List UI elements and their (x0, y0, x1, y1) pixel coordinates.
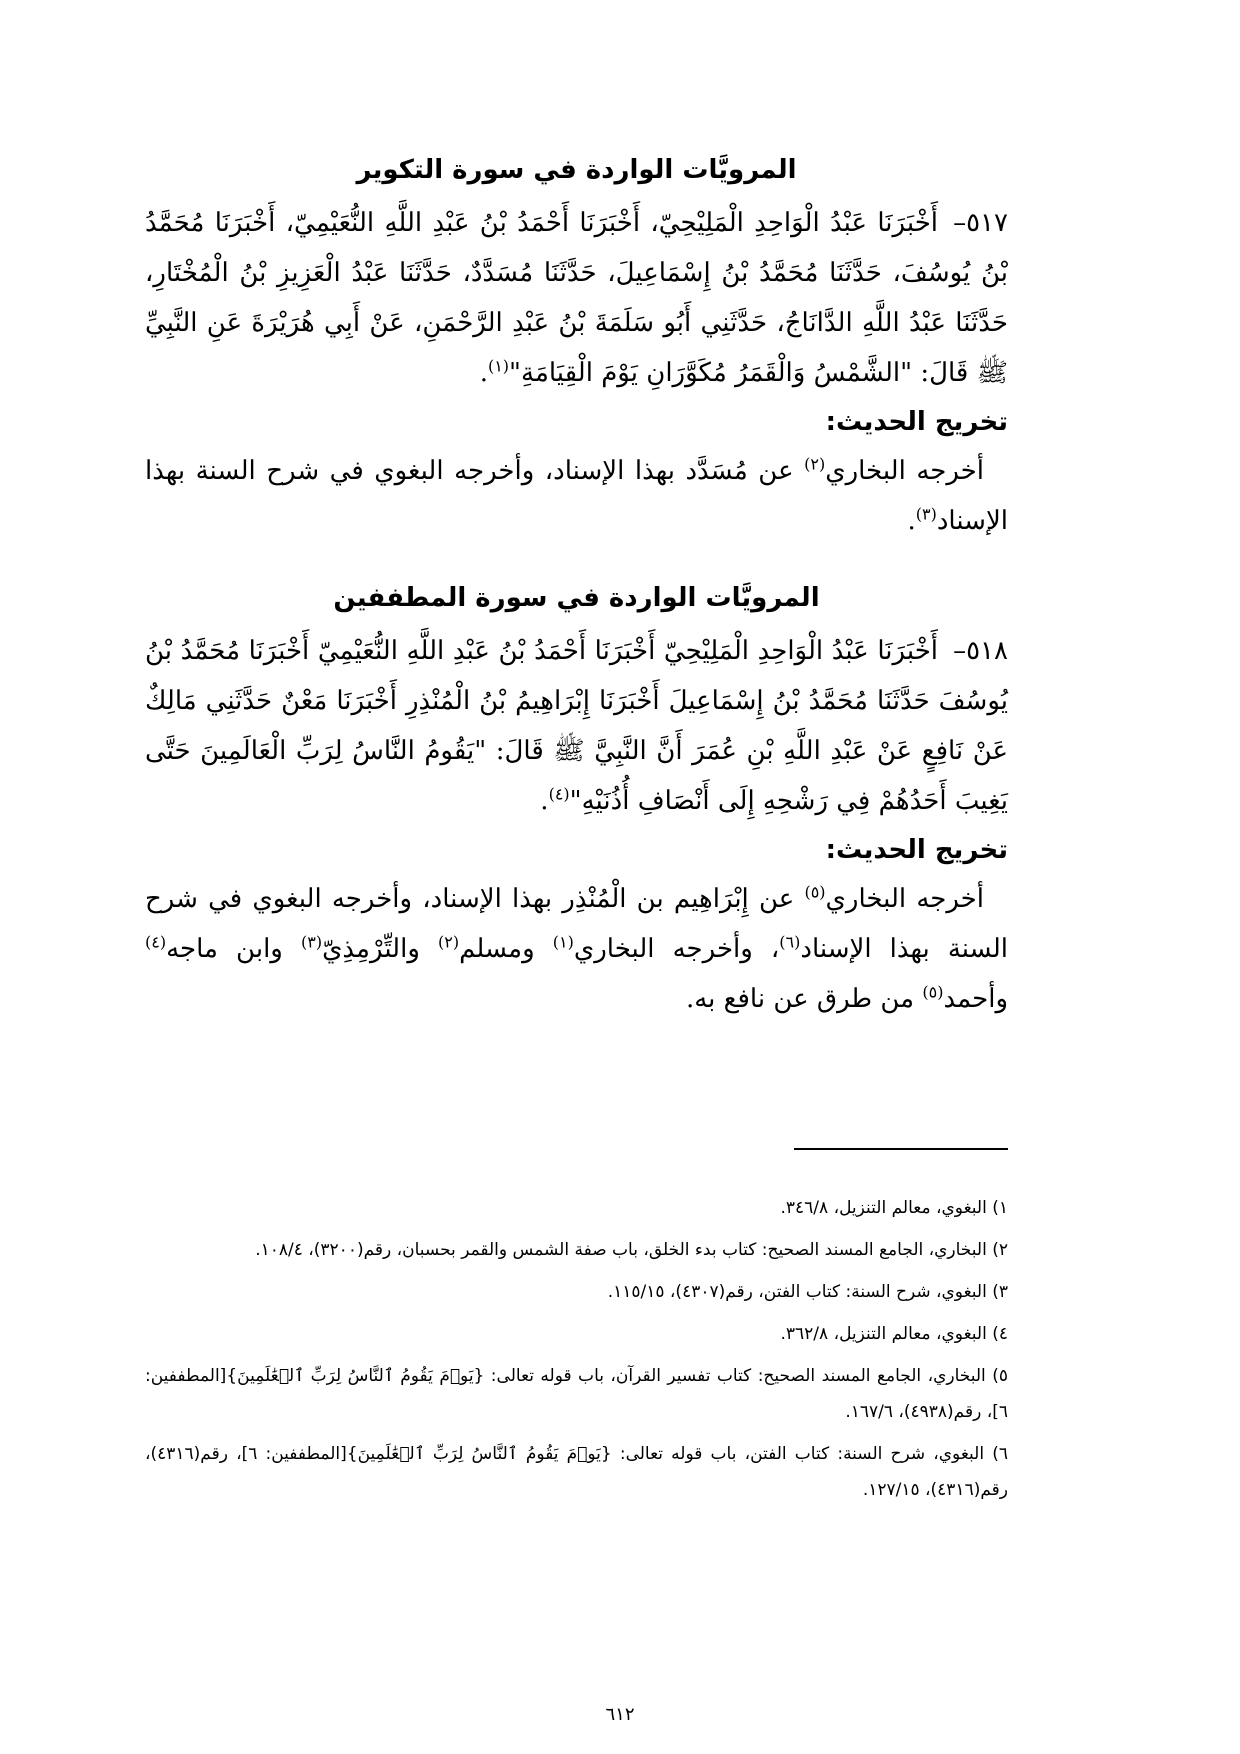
footnote: ٥) البخاري، الجامع المسند الصحيح: كتاب تفسير القرآن، باب قوله تعالى: {يَوۡمَ يَقُومُ ٱلنَّاسُ لِرَبِّ ٱلۡعَٰلَمِينَ}[المطففين: ٦]، رقم(٤٩٣٨)، ١٦٧/٦. (145, 1366, 1008, 1422)
takhrij-text: أخرجه البخاري$^{(٥)}$ عن إِبْرَاهِيم بن الْمُنْذِر بهذا الإسناد، وأخرجه البغوي في شرح السنة بهذا الإسناد$^{(٦)}$، وأخرجه البخاري$^{(١)}$ ومسلم$^{(٢)}$ والتِّرْمِذِيّ$^{(٣)}$ وابن ماجه$^{(٤)}$ وأحمد$^{(٥)}$ من طرق عن نافع به. (145, 882, 1008, 1014)
hadith-517: ٥١٧–أَخْبَرَنَا عَبْدُ الْوَاحِدِ الْمَلِيْحِيّ، أَخْبَرَنَا أَحْمَدُ بْنُ عَبْدِ اللَّهِ النُّعَيْمِيّ، أَخْبَرَنَا مُحَمَّدُ بْنُ يُوسُفَ، حَدَّثَنَا مُحَمَّدُ بْنُ إِسْمَاعِيلَ، حَدَّثَنَا مُسَدَّدٌ، حَدَّثَنَا عَبْدُ الْعَزِيزِ بْنُ الْمُخْتَارِ، حَدَّثَنَا عَبْدُ اللَّهِ الدَّانَاجُ، حَدَّثَنِي أَبُو سَلَمَةَ بْنُ عَبْدِ الرَّحْمَنِ، عَنْ أَبِي هُرَيْرَةَ عَنِ النَّبِيِّ ﷺ قَالَ: "الشَّمْسُ وَالْقَمَرُ مُكَوَّرَانِ يَوْمَ الْقِيَامَةِ"$^{(١)}$. (145, 198, 1008, 398)
hadith-text: أَخْبَرَنَا عَبْدُ الْوَاحِدِ الْمَلِيْحِيّ، أَخْبَرَنَا أَحْمَدُ بْنُ عَبْدِ اللَّهِ النُّعَيْمِيّ، أَخْبَرَنَا مُحَمَّدُ بْنُ يُوسُفَ، حَدَّثَنَا مُحَمَّدُ بْنُ إِسْمَاعِيلَ، حَدَّثَنَا مُسَدَّدٌ، حَدَّثَنَا عَبْدُ الْعَزِيزِ بْنُ الْمُخْتَارِ، حَدَّثَنَا عَبْدُ اللَّهِ الدَّانَاجُ، حَدَّثَنِي أَبُو سَلَمَةَ بْنُ عَبْدِ الرَّحْمَنِ، عَنْ أَبِي هُرَيْرَةَ عَنِ النَّبِيِّ ﷺ قَالَ: "الشَّمْسُ وَالْقَمَرُ مُكَوَّرَانِ يَوْمَ الْقِيَامَةِ" (145, 208, 1008, 388)
footnote-ref[interactable]: (١) (487, 356, 510, 376)
page-number: ٦١٢ (605, 1704, 635, 1725)
footnote: ٦) البغوي، شرح السنة: كتاب الفتن، باب قوله تعالى: {يَوۡمَ يَقُومُ ٱلنَّاسُ لِرَبِّ ٱلۡعَٰلَمِينَ}[المطففين: ٦]، رقم(٤٣١٦)، رقم(٤٣١٦)، ١٢٧/١٥. (145, 1444, 1009, 1500)
footnote-ref[interactable]: (٤) (145, 932, 167, 952)
section-heading-takwir: المرويَّات الواردة في سورة التكوير (356, 155, 797, 185)
section-heading-mutaffifin: المرويَّات الواردة في سورة المطففين (333, 583, 820, 613)
footnote-ref[interactable]: (١) (552, 932, 574, 952)
footnote: ٤) البغوي، معالم التنزيل، ٣٦٢/٨. (780, 1324, 1008, 1344)
page-body (145, 148, 1008, 1024)
hadith-number: ٥١٧– (953, 208, 1008, 238)
footnote: ١) البغوي، معالم التنزيل، ٣٤٦/٨. (780, 1198, 1008, 1218)
takhrij-text: أخرجه البخاري$^{(٢)}$ عن مُسَدَّد بهذا الإسناد، وأخرجه البغوي في شرح السنة بهذا الإسناد$^{(٣)}$. (145, 454, 1008, 536)
footnote-ref[interactable]: (٥) (804, 882, 826, 902)
footnotes (145, 1190, 1008, 1514)
footnote-ref[interactable]: (٢) (804, 454, 826, 474)
footnote-ref[interactable]: (٣) (300, 932, 323, 952)
takhrij-heading: تخريج الحديث: (825, 835, 1008, 865)
footnote-ref[interactable]: (٤) (548, 784, 570, 804)
hadith-number: ٥١٨– (953, 636, 1008, 666)
hadith-518: ٥١٨–أَخْبَرَنَا عَبْدُ الْوَاحِدِ الْمَلِيْحِيّ أَخْبَرَنَا أَحْمَدُ بْنُ عَبْدِ اللَّهِ النُّعَيْمِيّ أَخْبَرَنَا مُحَمَّدُ بْنُ يُوسُفَ حَدَّثَنَا مُحَمَّدُ بْنُ إِسْمَاعِيلَ أَخْبَرَنَا إِبْرَاهِيمُ بْنُ الْمُنْذِرِ أَخْبَرَنَا مَعْنٌ حَدَّثَنِي مَالِكٌ عَنْ نَافِعٍ عَنْ عَبْدِ اللَّهِ بْنِ عُمَرَ أَنَّ النَّبِيَّ ﷺ قَالَ: "يَقُومُ النَّاسُ لِرَبِّ الْعَالَمِينَ حَتَّى يَغِيبَ أَحَدُهُمْ فِي رَشْحِهِ إِلَى أَنْصَافِ أُذُنَيْهِ"$^{(٤)}$. (145, 626, 1008, 826)
footnote-ref[interactable]: (٣) (915, 504, 937, 524)
footnote-divider (794, 1148, 1008, 1150)
footnote-ref[interactable]: (٥) (922, 982, 944, 1002)
footnote: ٣) البغوي، شرح السنة: كتاب الفتن، رقم(٤٣٠٧)، ١١٥/١٥. (607, 1282, 1008, 1302)
footnote-ref[interactable]: (٦) (779, 932, 801, 952)
takhrij-heading: تخريج الحديث: (825, 407, 1008, 437)
hadith-text: أَخْبَرَنَا عَبْدُ الْوَاحِدِ الْمَلِيْحِيّ أَخْبَرَنَا أَحْمَدُ بْنُ عَبْدِ اللَّهِ النُّعَيْمِيّ أَخْبَرَنَا مُحَمَّدُ بْنُ يُوسُفَ حَدَّثَنَا مُحَمَّدُ بْنُ إِسْمَاعِيلَ أَخْبَرَنَا إِبْرَاهِيمُ بْنُ الْمُنْذِرِ أَخْبَرَنَا مَعْنٌ حَدَّثَنِي مَالِكٌ عَنْ نَافِعٍ عَنْ عَبْدِ اللَّهِ بْنِ عُمَرَ أَنَّ النَّبِيَّ ﷺ قَالَ: "يَقُومُ النَّاسُ لِرَبِّ الْعَالَمِينَ حَتَّى يَغِيبَ أَحَدُهُمْ فِي رَشْحِهِ إِلَى أَنْصَافِ أُذُنَيْهِ" (145, 636, 1008, 816)
footnote: ٢) البخاري، الجامع المسند الصحيح: كتاب بدء الخلق، باب صفة الشمس والقمر بحسبان، رقم(٣٢٠٠)، ١٠٨/٤. (255, 1240, 1008, 1260)
footnote-ref[interactable]: (٢) (437, 932, 460, 952)
